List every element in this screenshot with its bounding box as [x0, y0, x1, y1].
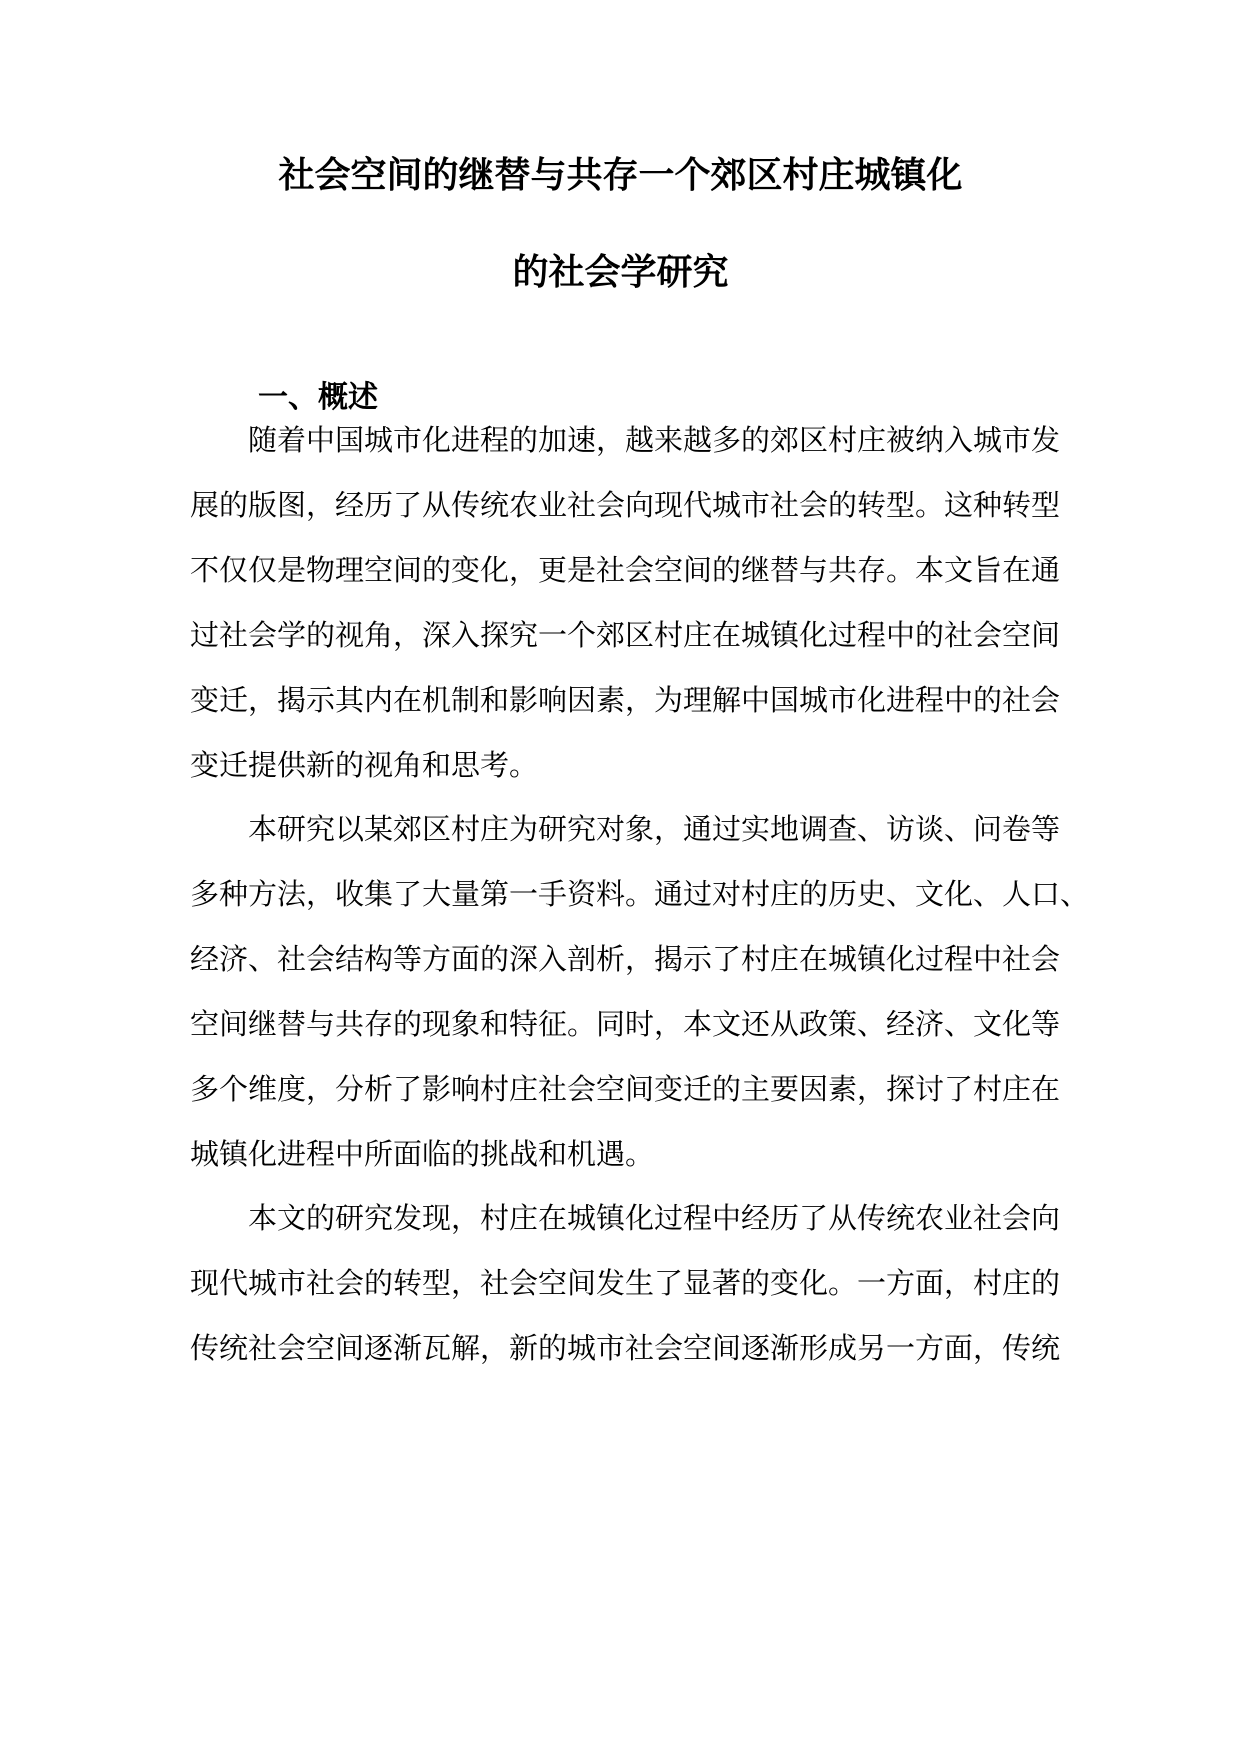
- paragraph-line: 现代城市社会的转型，社会空间发生了显著的变化。一方面，村庄的: [190, 1266, 1061, 1300]
- paragraph-line: 传统社会空间逐渐瓦解，新的城市社会空间逐渐形成另一方面，传统: [190, 1331, 1061, 1365]
- paragraph-line: 变迁提供新的视角和思考。: [190, 748, 539, 782]
- paragraph-line: 不仅仅是物理空间的变化，更是社会空间的继替与共存。本文旨在通: [190, 553, 1061, 587]
- paragraph-line: 城镇化进程中所面临的挑战和机遇。: [190, 1137, 655, 1171]
- paragraph-line: 多个维度，分析了影响村庄社会空间变迁的主要因素，探讨了村庄在: [190, 1072, 1061, 1106]
- document-title-line-2: 的社会学研究: [512, 252, 729, 293]
- paragraph-line: 空间继替与共存的现象和特征。同时，本文还从政策、经济、文化等: [190, 1007, 1061, 1041]
- paragraph-line: 随着中国城市化进程的加速，越来越多的郊区村庄被纳入城市发: [248, 423, 1061, 457]
- paragraph-line: 本研究以某郊区村庄为研究对象，通过实地调查、访谈、问卷等: [248, 812, 1061, 846]
- paragraph-line: 多种方法，收集了大量第一手资料。通过对村庄的历史、文化、人口、: [190, 877, 1090, 911]
- section-heading: 一、概述: [258, 380, 378, 415]
- paragraph-line: 经济、社会结构等方面的深入剖析，揭示了村庄在城镇化过程中社会: [190, 942, 1061, 976]
- document-title-line-1: 社会空间的继替与共存一个郊区村庄城镇化: [278, 155, 963, 196]
- paragraph-line: 变迁，揭示其内在机制和影响因素，为理解中国城市化进程中的社会: [190, 683, 1061, 717]
- paragraph-line: 展的版图，经历了从传统农业社会向现代城市社会的转型。这种转型: [190, 488, 1061, 522]
- paragraph-line: 本文的研究发现，村庄在城镇化过程中经历了从传统农业社会向: [248, 1201, 1061, 1235]
- paragraph-line: 过社会学的视角，深入探究一个郊区村庄在城镇化过程中的社会空间: [190, 618, 1061, 652]
